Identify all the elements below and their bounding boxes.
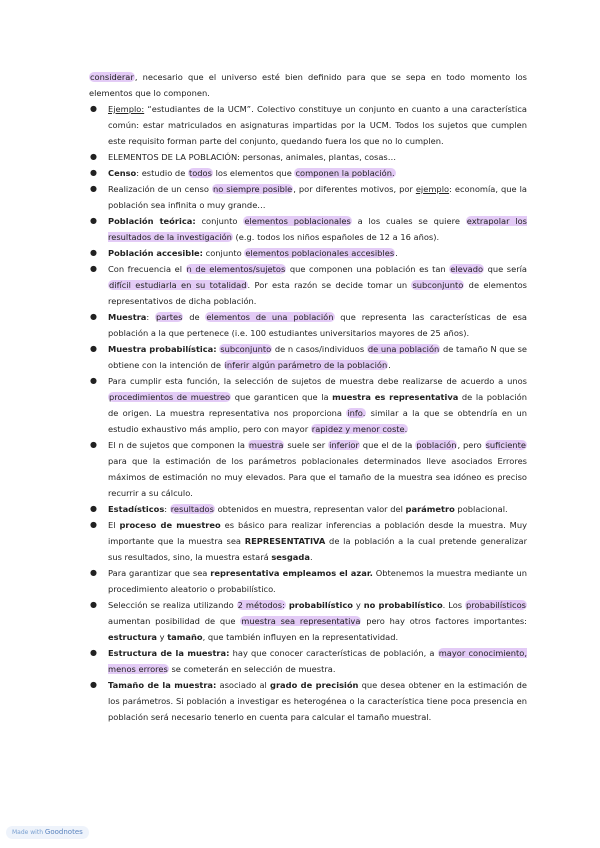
list-item — [89, 517, 527, 565]
highlight: elementos poblacionales — [244, 216, 351, 226]
text: . — [395, 248, 398, 258]
text: El n de sujetos que componen la — [108, 440, 248, 450]
list-item — [89, 341, 527, 373]
bullet-icon: ● — [90, 216, 97, 225]
bullet-icon: ● — [90, 648, 97, 657]
text: (e.g. todos los niños españoles de 12 a 16 años). — [232, 232, 440, 242]
text: : — [146, 312, 155, 322]
highlight: elevado — [450, 264, 484, 274]
bold-label: Tamaño de la muestra: — [108, 680, 217, 690]
list-item — [89, 101, 527, 149]
bullet-icon: ● — [90, 184, 97, 193]
bold-label: Población teórica: — [108, 216, 196, 226]
highlight: mayor conocimiento, menos errores — [108, 648, 527, 674]
bold-label: Estructura de la muestra: — [108, 648, 230, 658]
text: que representa las características de esa población a la que pertenece (i.e. 100 estudiantes universitarios mayores de 25 años). — [108, 312, 527, 338]
text: suele ser — [284, 440, 329, 450]
highlight: difícil estudiarla en su totalidad — [109, 280, 247, 290]
bullet-icon: ● — [90, 680, 97, 689]
text: de elementos representativos de dicha población. — [108, 280, 527, 306]
bold-text: no probabilístico — [363, 600, 443, 610]
list-item — [89, 645, 527, 677]
text: es básico para realizar inferencias a población desde la muestra. Muy importante que la muestra sea — [108, 520, 528, 546]
bold-text: muestra es representativa — [332, 392, 459, 402]
text: Para cumplir esta función, la selección de sujetos de muestra debe realizarse de acuerdo a unos — [108, 376, 527, 386]
text: Selección se realiza utilizando — [108, 600, 237, 610]
highlight: partes — [155, 312, 183, 322]
bold-label: Población accesible: — [108, 248, 203, 258]
bold-text: REPRESENTATIVA — [244, 536, 326, 546]
text: El — [108, 520, 120, 530]
text: y — [157, 632, 168, 642]
highlight: inferior — [329, 440, 359, 450]
bullet-icon: ● — [90, 344, 97, 353]
text: y — [352, 600, 364, 610]
list-item — [89, 261, 527, 309]
text: : — [164, 504, 170, 514]
list-item — [89, 437, 527, 501]
text: ELEMENTOS DE LA POBLACIÓN: personas, animales, plantas, cosas… — [108, 152, 397, 162]
text: aumentan posibilidad de que — [108, 616, 241, 626]
list-item — [89, 501, 527, 517]
highlight: probabilísticos — [466, 600, 526, 610]
text: pero hay otros factores importantes: — [361, 616, 527, 626]
highlight: procedimientos de muestreo — [109, 392, 231, 402]
text: . Los — [442, 600, 466, 610]
text: Para garantizar que sea — [108, 568, 211, 578]
text: que garanticen que la — [231, 392, 333, 402]
highlight: resultados — [170, 504, 214, 514]
highlight: componen la población. — [295, 168, 395, 178]
bold-text: tamaño — [167, 632, 203, 642]
list-item — [89, 373, 527, 437]
bullet-icon: ● — [90, 520, 97, 529]
text: poblacional. — [454, 504, 508, 514]
text: que sería — [484, 264, 527, 274]
bullet-icon: ● — [90, 104, 97, 113]
list-item — [89, 309, 527, 341]
text: : estudio de — [136, 168, 188, 178]
badge-brand: Goodnotes — [44, 828, 83, 836]
text: los elementos que — [212, 168, 295, 178]
text: que componen una población es tan — [286, 264, 450, 274]
highlight: muestra sea representativa — [241, 616, 361, 626]
text: obtenidos en muestra, representan valor del — [214, 504, 406, 514]
underlined-text: ejemplo — [415, 184, 450, 194]
bullet-icon: ● — [90, 376, 97, 385]
text: Realización de un censo — [108, 184, 212, 194]
bullet-icon: ● — [90, 504, 97, 513]
highlight: info. — [347, 408, 366, 418]
highlight: no siempre posible — [212, 184, 293, 194]
text: . — [388, 360, 391, 370]
text: hay que conocer características de población, a — [229, 648, 438, 658]
highlight: rapidez y menor coste. — [311, 424, 408, 434]
text: de n casos/individuos — [272, 344, 367, 354]
bullet-icon: ● — [90, 600, 97, 609]
badge-prefix: Made with — [12, 829, 43, 836]
text: asociado al — [216, 680, 270, 690]
bold-label: Estadísticos — [108, 504, 165, 514]
bold-text: proceso de muestreo — [119, 520, 221, 530]
text: de — [183, 312, 206, 322]
text: . — [309, 552, 313, 562]
underlined-label: Ejemplo: — [108, 104, 145, 114]
list-item — [89, 181, 527, 213]
highlight: n de elementos/sujetos — [186, 264, 286, 274]
text: Obtenemos la muestra mediante un procedimiento aleatorio o probabilístico. — [108, 568, 527, 594]
highlight: muestra — [248, 440, 284, 450]
bullet-icon: ● — [90, 264, 97, 273]
list-item — [89, 245, 527, 261]
text: que el de la — [359, 440, 416, 450]
bold-text: estructura — [108, 632, 158, 642]
highlight: inferir algún parámetro de la población — [224, 360, 388, 370]
text: , pero — [457, 440, 485, 450]
highlight: todos — [188, 168, 212, 178]
text: a los cuales se quiere — [351, 216, 466, 226]
list-item — [89, 565, 527, 597]
bold-text: probabilístico — [288, 600, 353, 610]
text: “estudiantes de la UCM”. Colectivo constituye un conjunto en cuanto a una característica común: estar matriculados en asignaturas impartidas por la UCM. Todos los sujetos que cumplen este requisito forman parte del conjunto, quedando fuera los que no lo cumplen. — [108, 104, 527, 146]
bold-text: parámetro — [405, 504, 455, 514]
text: , que también influyen en la representatividad. — [202, 632, 399, 642]
highlight: elementos poblacionales accesibles — [245, 248, 395, 258]
bold-text: representativa empleamos el azar. — [210, 568, 373, 578]
highlight: población — [416, 440, 457, 450]
text: que desea obtener en la estimación de los parámetros. Si población a investigar es heterogénea o la característica tiene poca presencia en población será necesario tenerlo en cuenta para calcular el tamaño muestral. — [108, 680, 527, 722]
list-item — [89, 165, 527, 181]
bullet-icon: ● — [90, 440, 97, 449]
highlight: elementos de una población — [206, 312, 334, 322]
text: para que la estimación de los parámetros poblacionales determinados lleve asociados Errores máximos de estimación no muy elevados. Para que el tamaño de la muestra sea idóneo es preciso recurrir a su cálculo. — [108, 456, 527, 498]
list-item — [89, 213, 527, 245]
bullet-icon: ● — [90, 568, 97, 577]
bold-label: Muestra probabilística: — [108, 344, 217, 354]
bold-text: grado de precisión — [270, 680, 359, 690]
list-item — [89, 677, 527, 725]
continuation-paragraph — [89, 69, 527, 101]
bullet-icon: ● — [90, 312, 97, 321]
bullet-icon: ● — [90, 168, 97, 177]
highlight: subconjunto — [220, 344, 272, 354]
list-item — [89, 149, 527, 165]
text: similar a la que se obtendría en un estudio exhaustivo más amplio, pero con mayor — [108, 408, 527, 434]
highlight: extrapolar los resultados de la investigación — [108, 216, 528, 242]
text: , por diferentes motivos, por — [293, 184, 416, 194]
text: de tamaño N que se obtiene con la intención de — [108, 344, 527, 370]
text: conjunto — [203, 248, 245, 258]
bullet-icon: ● — [90, 152, 97, 161]
text: de la población a la cual pretende generalizar sus resultados, sino, la muestra estará — [108, 536, 527, 562]
bullet-list — [89, 101, 527, 725]
bold-label: Censo — [108, 168, 137, 178]
text: : economía, que la población sea infinita o muy grande… — [108, 184, 527, 210]
text: se cometerán en selección de muestra. — [168, 664, 336, 674]
highlight: suficiente — [485, 440, 526, 450]
text: . Por esta razón se decide tomar un — [247, 280, 412, 290]
text: Con frecuencia el — [108, 264, 186, 274]
bold-text: sesgada — [271, 552, 310, 562]
bold-label: Muestra — [108, 312, 147, 322]
notes-content — [89, 69, 527, 725]
text: , necesario que el universo esté bien definido para que se sepa en todo momento los elementos que lo componen. — [89, 72, 527, 98]
text: de la población de origen. La muestra representativa nos proporciona — [108, 392, 527, 418]
list-item — [89, 597, 527, 645]
bullet-icon: ● — [90, 248, 97, 257]
goodnotes-badge — [6, 826, 89, 839]
highlight: de una población — [367, 344, 440, 354]
text: conjunto — [195, 216, 244, 226]
highlight: 2 métodos: — [237, 600, 285, 610]
highlight: subconjunto — [412, 280, 464, 290]
highlight: considerar — [90, 72, 134, 82]
